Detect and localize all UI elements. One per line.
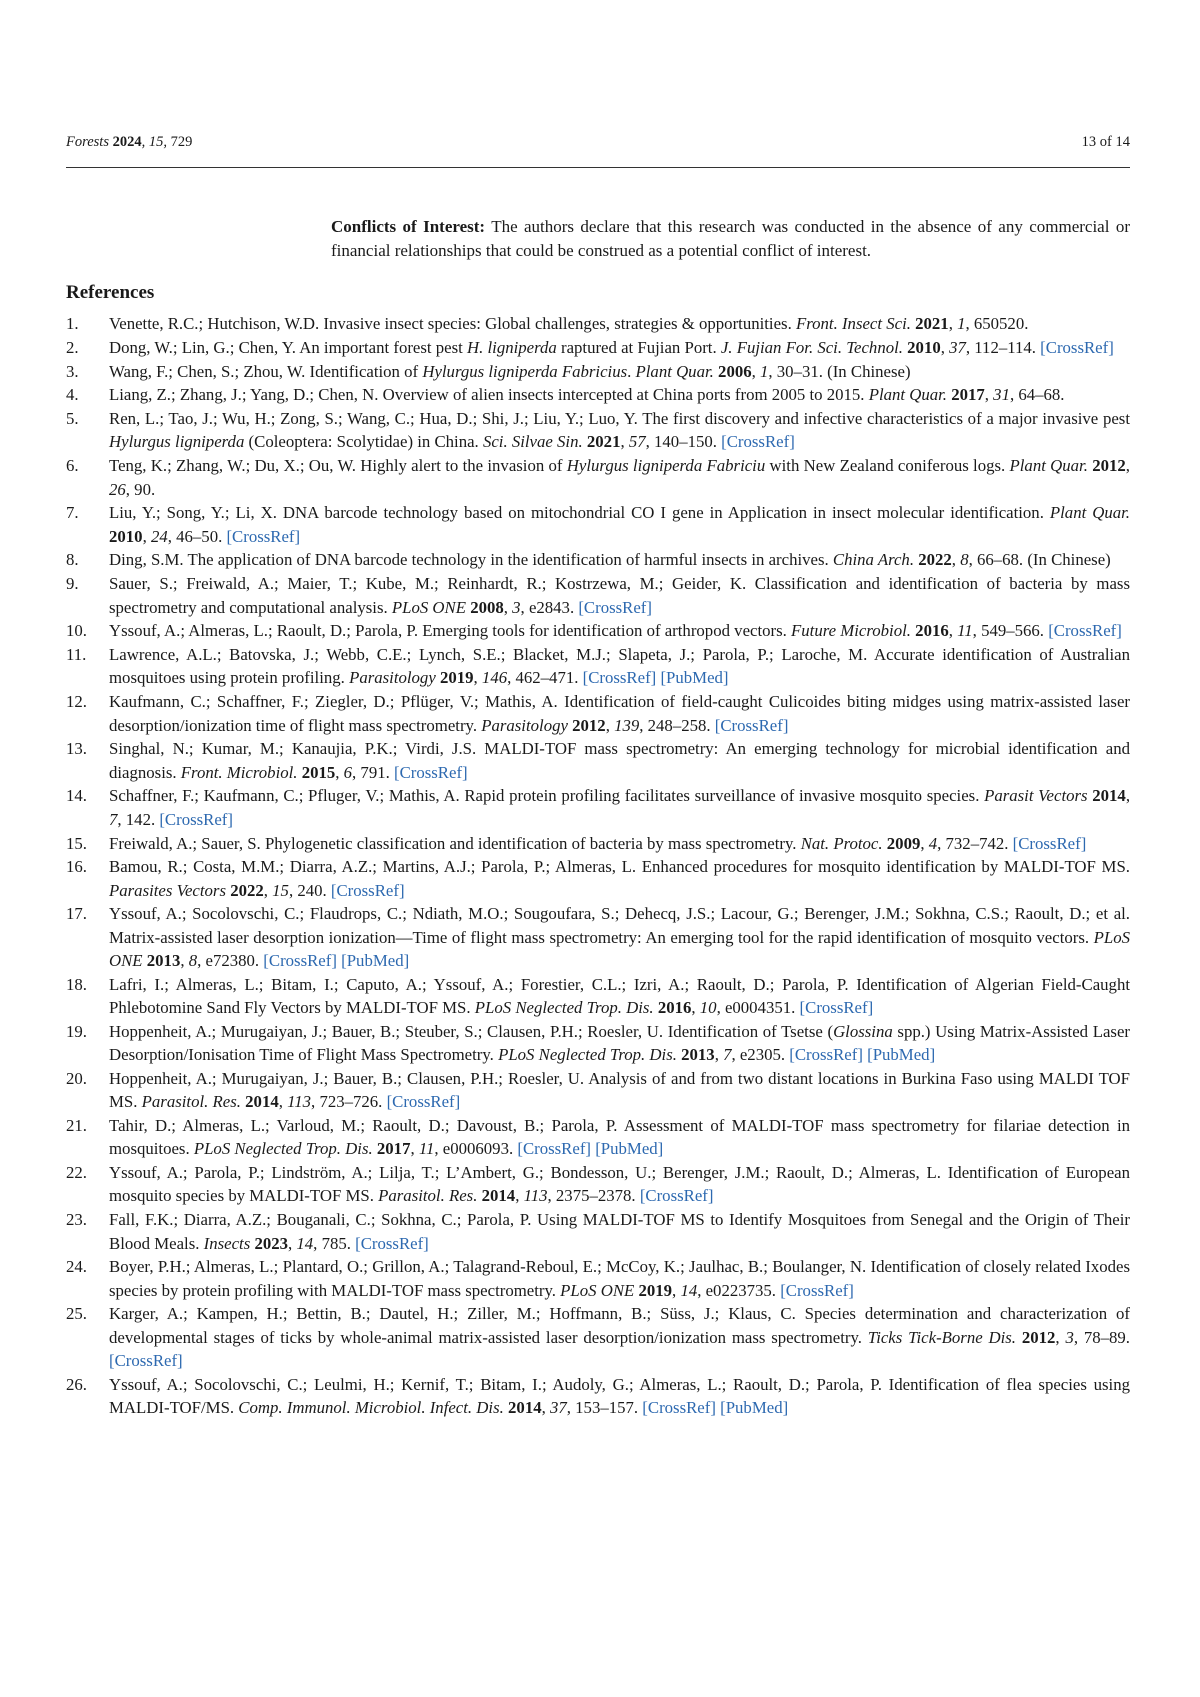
reference-segment: Yssouf, A.; Socolovschi, C.; Leulmi, H.; Kernif, T.; Bitam, I.; Audoly, G.; Almeras, L.; Raoult, D.; Parola, P. Identification of flea species using MALDI-TOF/MS. [109, 1374, 1130, 1418]
reference-segment: , [473, 668, 482, 688]
reference-text [109, 1114, 1130, 1161]
reference-italic: 8 [960, 550, 969, 570]
reference-italic: PLoS ONE [109, 927, 1130, 971]
reference-italic: 8 [188, 951, 198, 971]
reference-item [66, 1255, 1130, 1302]
reference-segment: Lawrence, A.L.; Batovska, J.; Webb, C.E.; Lynch, S.E.; Blacket, M.J.; Slapeta, J.; Parola, P.; Laroche, M. Accurate identification of Australian mosquitoes using protein profiling. [109, 645, 1130, 688]
reference-segment: Dong, W.; Lin, G.; Chen, Y. An important forest pest [109, 337, 467, 357]
reference-segment: Yssouf, A.; Almeras, L.; Raoult, D.; Parola, P. Emerging tools for identification of arthropod vectors. [109, 621, 792, 641]
reference-italic: 3 [1065, 1327, 1074, 1347]
crossref-link[interactable]: [CrossRef] [355, 1233, 429, 1253]
reference-list [66, 312, 1130, 1420]
reference-year: 2013 [146, 951, 181, 971]
reference-year: 2013 [681, 1045, 715, 1065]
reference-year: 2014 [1092, 786, 1126, 806]
reference-segment: Schaffner, F.; Kaufmann, C.; Pfluger, V.; Mathis, A. Rapid protein profiling facilitates surveillance of invasive mosquito species. [109, 786, 985, 806]
reference-segment: , [180, 951, 189, 971]
reference-segment: , [515, 1186, 524, 1206]
reference-segment: , [691, 998, 700, 1018]
reference-item [66, 643, 1130, 690]
crossref-link[interactable]: [CrossRef] [789, 1045, 863, 1065]
reference-segment: , [278, 1092, 288, 1112]
reference-text [109, 454, 1130, 501]
reference-text [109, 902, 1130, 972]
reference-year: 2010 [109, 526, 143, 546]
reference-item [66, 454, 1130, 501]
reference-segment: , 785. [313, 1233, 356, 1253]
reference-text [109, 501, 1130, 548]
reference-year: 2017 [376, 1139, 411, 1159]
reference-number: 4. [66, 385, 79, 405]
reference-segment: , [410, 1139, 419, 1159]
reference-year: 2009 [886, 833, 921, 853]
reference-italic: Front. Microbiol. [180, 762, 298, 782]
reference-segment: , [335, 762, 344, 782]
reference-number: 15. [66, 833, 87, 853]
reference-segment: Hoppenheit, A.; Murugaiyan, J.; Bauer, B.; Clausen, P.H.; Roesler, U. Analysis of and from two distant locations in Burkina Faso using MALDI TOF MS. [109, 1069, 1130, 1112]
crossref-link[interactable]: [CrossRef] [226, 526, 301, 546]
reference-italic: Parasites Vectors [109, 880, 226, 900]
journal-citation: Forests 2024, 15, 729 [66, 134, 193, 150]
reference-number: 23. [66, 1210, 87, 1230]
article-number: 729 [170, 134, 193, 150]
reference-segment: , e2843. [520, 597, 579, 617]
reference-number: 1. [66, 314, 79, 333]
reference-item [66, 784, 1130, 831]
reference-segment: Singhal, N.; Kumar, M.; Kanaujia, P.K.; Virdi, J.S. MALDI-TOF mass spectrometry: An emerging technology for microbial identification and diagnosis. [109, 739, 1130, 782]
reference-segment: , e0004351. [716, 998, 800, 1018]
reference-segment: , 64–68. [1009, 385, 1065, 405]
reference-segment: Lafri, I.; Almeras, L.; Bitam, I.; Caputo, A.; Yssouf, A.; Forestier, C.L.; Izri, A.; Raoult, D.; Parola, P. Identification of Algerian Field-Caught Phlebotomine Sand Fly Vectors by MALDI-TOF MS. [109, 974, 1130, 1018]
reference-segment: , [948, 621, 958, 641]
reference-italic: 10 [699, 998, 717, 1018]
reference-year: 2017 [951, 385, 985, 405]
reference-year: 2014 [481, 1186, 516, 1206]
reference-italic: 3 [512, 597, 521, 617]
reference-item [66, 973, 1130, 1020]
reference-text [109, 1302, 1130, 1372]
reference-text [109, 383, 1130, 406]
reference-item [66, 548, 1130, 571]
reference-segment: , [672, 1280, 681, 1300]
reference-italic: Hylurgus ligniperda [109, 432, 245, 452]
reference-segment: , e0223735. [697, 1280, 781, 1300]
reference-year: 2012 [1021, 1327, 1056, 1347]
reference-italic: J. Fujian For. Sci. Technol. [720, 337, 903, 357]
header-rule [66, 167, 1130, 168]
reference-segment: , [920, 833, 929, 853]
crossref-link[interactable]: [CrossRef] [714, 715, 789, 735]
reference-item [66, 383, 1130, 406]
reference-segment: , 732–742. [937, 833, 1013, 853]
reference-italic: 24 [150, 526, 168, 546]
reference-italic: Future Microbiol. [791, 621, 911, 641]
reference-item [66, 407, 1130, 454]
reference-segment: , 2375–2378. [547, 1186, 640, 1206]
reference-segment: , [714, 1045, 724, 1065]
reference-item [66, 690, 1130, 737]
reference-segment: , 240. [288, 880, 331, 900]
reference-segment: Ding, S.M. The application of DNA barcode technology in the identification of harmful insects in archives. [109, 550, 833, 570]
reference-segment: , 791. [352, 762, 394, 782]
reference-segment: Kaufmann, C.; Schaffner, F.; Ziegler, D.; Pflüger, V.; Mathis, A. Identification of field-caught Culicoides biting midges using matrix-assisted laser desorption/ionization time of flight mass spectrometry. [109, 692, 1130, 735]
reference-segment: , 549–566. [972, 621, 1049, 641]
reference-number: 26. [66, 1374, 87, 1394]
pubmed-link[interactable]: [PubMed] [660, 668, 729, 688]
reference-year: 2012 [572, 715, 606, 735]
reference-year: 2019 [439, 668, 474, 688]
reference-italic: 1 [760, 361, 769, 381]
reference-segment: , 112–114. [965, 337, 1041, 357]
crossref-link[interactable]: [CrossRef] [1040, 337, 1114, 357]
reference-year: 2016 [657, 998, 692, 1018]
reference-segment: , 462–471. [507, 668, 583, 688]
reference-italic: Front. Insect Sci. [795, 314, 911, 333]
reference-number: 24. [66, 1257, 87, 1277]
reference-segment: , 142. [117, 809, 160, 829]
reference-segment: , 66–68. (In Chinese) [968, 550, 1111, 570]
reference-segment: , [951, 550, 961, 570]
reference-segment: , 140–150. [645, 432, 722, 452]
pubmed-link[interactable]: [PubMed] [867, 1045, 936, 1065]
reference-text [109, 548, 1130, 571]
reference-segment: Ren, L.; Tao, J.; Wu, H.; Zong, S.; Wang, C.; Hua, D.; Shi, J.; Liu, Y.; Luo, Y. The first discovery and infective characteristics of a major invasive pest [109, 409, 1130, 429]
reference-number: 16. [66, 857, 87, 877]
reference-text [109, 1208, 1130, 1255]
reference-italic: Parasitology [349, 668, 436, 688]
reference-segment: with New Zealand coniferous logs. [765, 456, 1010, 476]
running-head [66, 134, 1130, 151]
pubmed-link[interactable]: [PubMed] [595, 1139, 664, 1159]
reference-segment: . [627, 361, 636, 381]
reference-segment: Karger, A.; Kampen, H.; Bettin, B.; Dautel, H.; Ziller, M.; Hoffmann, B.; Süss, J.; Klaus, C. Species determination and characterization of developmental stages of ticks by whole-animal matrix-assisted laser desorption/ionization mass spectrometry. [109, 1304, 1130, 1347]
reference-item [66, 737, 1130, 784]
crossref-link[interactable]: [CrossRef] [578, 597, 652, 617]
reference-segment: , [605, 715, 615, 735]
reference-segment: (Coleoptera: Scolytidae) in China. [244, 432, 483, 452]
reference-segment: , e2305. [731, 1045, 790, 1065]
reference-italic: 11 [418, 1139, 435, 1159]
reference-segment: Teng, K.; Zhang, W.; Du, X.; Ou, W. Highly alert to the invasion of [109, 456, 567, 476]
reference-year: 2010 [907, 337, 941, 357]
reference-text [109, 855, 1130, 902]
reference-italic: 14 [296, 1233, 314, 1253]
reference-number: 19. [66, 1021, 87, 1041]
reference-text [109, 336, 1130, 359]
reference-number: 14. [66, 786, 87, 806]
reference-year: 2016 [915, 621, 949, 641]
reference-italic: Plant Quar. [1009, 456, 1088, 476]
reference-text [109, 360, 1130, 383]
reference-year: 2014 [245, 1092, 279, 1112]
reference-item [66, 336, 1130, 359]
reference-italic: 57 [628, 432, 646, 452]
reference-segment: , [1125, 786, 1131, 806]
reference-italic: PLoS Neglected Trop. Dis. [498, 1045, 677, 1065]
reference-italic: 26 [109, 479, 126, 499]
reference-text [109, 690, 1130, 737]
crossref-link[interactable]: [CrossRef] [1048, 621, 1122, 641]
reference-segment: , 78–89. [1073, 1327, 1130, 1347]
reference-year: 2015 [301, 762, 336, 782]
reference-text [109, 643, 1130, 690]
reference-year: 2023 [254, 1233, 288, 1253]
crossref-link[interactable]: [CrossRef] [386, 1092, 461, 1112]
reference-segment: , 723–726. [311, 1092, 387, 1112]
reference-italic: 14 [680, 1280, 698, 1300]
reference-number: 7. [66, 503, 79, 523]
reference-item [66, 1161, 1130, 1208]
reference-segment: , [288, 1233, 297, 1253]
reference-item [66, 312, 1130, 335]
reference-segment: , [948, 314, 958, 333]
crossref-link[interactable]: [CrossRef] [393, 762, 468, 782]
reference-italic: Plant Quar. [1049, 503, 1131, 523]
reference-text [109, 737, 1130, 784]
reference-text [109, 784, 1130, 831]
crossref-link[interactable]: [CrossRef] [721, 432, 795, 452]
reference-segment: , [1125, 456, 1130, 476]
reference-italic: 15 [272, 880, 289, 900]
crossref-link[interactable]: [CrossRef] [109, 1351, 183, 1371]
reference-segment: , 153–157. [566, 1398, 643, 1418]
crossref-link[interactable]: [CrossRef] [263, 951, 337, 971]
reference-year: 2019 [638, 1280, 673, 1300]
reference-italic: 1 [957, 314, 966, 333]
reference-italic: Plant Quar. [868, 385, 948, 405]
reference-italic: Hylurgus ligniperda Fabriciu [566, 456, 766, 476]
reference-italic: H. ligniperda [466, 337, 557, 357]
reference-item [66, 1114, 1130, 1161]
reference-italic: 113 [523, 1186, 548, 1206]
crossref-link[interactable]: [CrossRef] [159, 809, 233, 829]
pubmed-link[interactable]: [PubMed] [341, 951, 410, 971]
reference-number: 8. [66, 550, 79, 570]
reference-italic: Ticks Tick-Borne Dis. [867, 1327, 1017, 1347]
page-number: 13 of 14 [1081, 134, 1130, 150]
reference-year: 2006 [718, 361, 752, 381]
reference-italic: 113 [287, 1092, 312, 1112]
crossref-link[interactable]: [CrossRef] [799, 998, 874, 1018]
reference-segment: Wang, F.; Chen, S.; Zhou, W. Identification of [109, 361, 423, 381]
reference-segment: Fall, F.K.; Diarra, A.Z.; Bouganali, C.; Sokhna, C.; Parola, P. Using MALDI-TOF MS to Identify Mosquitoes from Senegal and the Origin of Their Blood Meals. [109, 1210, 1130, 1253]
reference-italic: PLoS ONE [391, 597, 466, 617]
reference-text [109, 619, 1130, 642]
reference-number: 25. [66, 1304, 87, 1324]
reference-italic: 4 [928, 833, 938, 853]
reference-segment: , [1055, 1327, 1066, 1347]
reference-segment: , [751, 361, 760, 381]
reference-italic: Parasitol. Res. [378, 1186, 478, 1206]
crossref-link[interactable]: [CrossRef] [642, 1398, 716, 1418]
reference-italic: PLoS ONE [560, 1280, 635, 1300]
journal-volume: 15 [148, 134, 164, 150]
reference-italic: Hylurgus ligniperda Fabricius [422, 361, 628, 381]
reference-segment: , 90. [125, 479, 156, 499]
reference-italic: Plant Quar. [635, 361, 714, 381]
reference-number: 21. [66, 1116, 87, 1136]
reference-item [66, 1373, 1130, 1420]
reference-number: 2. [66, 337, 79, 357]
reference-text [109, 1255, 1130, 1302]
reference-segment: , [142, 526, 151, 546]
reference-text [109, 832, 1130, 855]
reference-text [109, 973, 1130, 1020]
reference-item [66, 1067, 1130, 1114]
reference-text [109, 407, 1130, 454]
reference-number: 9. [66, 574, 79, 594]
reference-segment: raptured at Fujian Port. [556, 337, 721, 357]
reference-item [66, 832, 1130, 855]
reference-italic: 37 [949, 337, 966, 357]
reference-text [109, 312, 1130, 335]
journal-name: Forests [66, 134, 109, 150]
reference-text [109, 1161, 1130, 1208]
reference-segment: , [541, 1398, 550, 1418]
reference-segment: Boyer, P.H.; Almeras, L.; Plantard, O.; Grillon, A.; Talagrand-Reboul, E.; McCoy, K.; Jaulhac, B.; Boulanger, N. Identification of closely related Ixodes species by protein profiling with MALDI-TOF mass spectrometry. [109, 1257, 1130, 1300]
reference-number: 13. [66, 739, 87, 759]
reference-item [66, 1302, 1130, 1372]
reference-italic: China Arch. [832, 550, 915, 570]
reference-italic: 31 [993, 385, 1010, 405]
reference-item [66, 572, 1130, 619]
reference-number: 20. [66, 1069, 87, 1088]
crossref-link[interactable]: [CrossRef] [330, 880, 405, 900]
reference-segment: , 248–258. [639, 715, 715, 735]
reference-number: 22. [66, 1163, 87, 1183]
conflicts-text: The authors declare that this research was conducted in the absence of any commercial or financial relationships that could be construed as a potential conflict of interest. [331, 217, 1130, 260]
reference-year: 2014 [508, 1398, 542, 1418]
reference-italic: PLoS Neglected Trop. Dis. [474, 998, 654, 1018]
pubmed-link[interactable]: [PubMed] [720, 1398, 789, 1418]
reference-segment: , [940, 337, 950, 357]
reference-item [66, 619, 1130, 642]
reference-segment: Yssouf, A.; Socolovschi, C.; Flaudrops, C.; Ndiath, M.O.; Sougoufara, S.; Dehecq, J.S.; Lacour, G.; Berenger, J.M.; Sokhna, C.S.; Raoult, D.; et al. Matrix-assisted laser desorption ionization—Time of flight mass spectrometry: An emerging tool for the rapid identification of mosquito vectors. [109, 904, 1130, 947]
reference-segment: , [984, 385, 994, 405]
reference-item [66, 902, 1130, 972]
reference-italic: Parasitol. Res. [141, 1092, 241, 1112]
reference-number: 6. [66, 456, 79, 476]
reference-text [109, 1067, 1130, 1114]
reference-segment: , 650520. [965, 314, 1029, 333]
reference-segment: Hoppenheit, A.; Murugaiyan, J.; Bauer, B.; Steuber, S.; Clausen, P.H.; Roesler, U. Identification of Tsetse ( [109, 1021, 834, 1041]
crossref-link[interactable]: [CrossRef] [639, 1186, 714, 1206]
reference-number: 18. [66, 974, 87, 994]
reference-segment: , e72380. [197, 951, 264, 971]
reference-italic: 7 [723, 1045, 732, 1065]
reference-year: 2022 [918, 550, 952, 570]
reference-segment: Tahir, D.; Almeras, L.; Varloud, M.; Raoult, D.; Davoust, B.; Parola, P. Assessment of MALDI-TOF mass spectrometry for filariae detection in mosquitoes. [109, 1116, 1130, 1159]
reference-italic: Comp. Immunol. Microbiol. Infect. Dis. [238, 1398, 504, 1418]
reference-segment: spp.) Using Matrix-Assisted Laser Desorption/Ionisation Time of Flight Mass Spectrometry. [109, 1021, 1130, 1065]
reference-segment: , 30–31. (In Chinese) [768, 361, 911, 381]
crossref-link[interactable]: [CrossRef] [582, 668, 657, 688]
reference-italic: 139 [614, 715, 640, 735]
reference-item [66, 360, 1130, 383]
references-heading: References [66, 282, 155, 303]
reference-text [109, 1373, 1130, 1420]
reference-text [109, 572, 1130, 619]
reference-number: 12. [66, 692, 87, 712]
reference-item [66, 1208, 1130, 1255]
reference-segment: , [503, 597, 513, 617]
reference-year: 2008 [470, 597, 504, 617]
reference-segment: , e0006093. [434, 1139, 518, 1159]
reference-number: 3. [66, 361, 79, 381]
crossref-link[interactable]: [CrossRef] [780, 1280, 854, 1300]
reference-italic: Insects [203, 1233, 251, 1253]
reference-italic: Parasitology [481, 715, 568, 735]
crossref-link[interactable]: [CrossRef] [517, 1139, 591, 1159]
reference-segment: , 46–50. [167, 526, 227, 546]
reference-number: 5. [66, 409, 79, 429]
reference-italic: 146 [481, 668, 508, 688]
reference-segment: , [620, 432, 629, 452]
journal-year: 2024 [112, 134, 142, 150]
reference-segment: Sauer, S.; Freiwald, A.; Maier, T.; Kube, M.; Reinhardt, R.; Kostrzewa, M.; Geider, K. Classification and identification of bacteria by mass spectrometry and computational analysis. [109, 574, 1130, 617]
reference-number: 10. [66, 621, 87, 641]
reference-segment: Bamou, R.; Costa, M.M.; Diarra, A.Z.; Martins, A.J.; Parola, P.; Almeras, L. Enhanced procedures for mosquito identification by MALDI-TOF MS. [109, 857, 1130, 877]
reference-segment: , [263, 880, 273, 900]
reference-text [109, 1020, 1130, 1067]
reference-segment: Liang, Z.; Zhang, J.; Yang, D.; Chen, N. Overview of alien insects intercepted at China ports from 2005 to 2015. [109, 385, 869, 405]
reference-segment: Freiwald, A.; Sauer, S. Phylogenetic classification and identification of bacteria by mass spectrometry. [109, 833, 801, 853]
reference-italic: 6 [343, 762, 353, 782]
reference-year: 2012 [1092, 456, 1126, 476]
reference-segment: Venette, R.C.; Hutchison, W.D. Invasive insect species: Global challenges, strategies & opportunities. [109, 314, 796, 333]
reference-italic: Glossina [833, 1021, 893, 1041]
reference-item [66, 1020, 1130, 1067]
reference-year: 2021 [915, 314, 949, 333]
reference-year: 2022 [230, 880, 264, 900]
conflicts-label: Conflicts of Interest: [331, 217, 486, 236]
reference-italic: 7 [109, 809, 118, 829]
reference-segment: Liu, Y.; Song, Y.; Li, X. DNA barcode technology based on mitochondrial CO I gene in Application in insect molecular identification. [109, 503, 1050, 523]
reference-italic: Nat. Protoc. [800, 833, 883, 853]
conflicts-of-interest [331, 215, 1130, 263]
reference-number: 17. [66, 904, 87, 924]
crossref-link[interactable]: [CrossRef] [1012, 833, 1087, 853]
reference-italic: Sci. Silvae Sin. [482, 432, 583, 452]
reference-italic: Parasit Vectors [984, 786, 1088, 806]
reference-italic: PLoS Neglected Trop. Dis. [193, 1139, 373, 1159]
reference-number: 11. [66, 645, 87, 665]
reference-year: 2021 [586, 432, 621, 452]
reference-item [66, 855, 1130, 902]
reference-italic: 37 [549, 1398, 567, 1418]
reference-item [66, 501, 1130, 548]
reference-italic: 11 [957, 621, 973, 641]
reference-segment: Yssouf, A.; Parola, P.; Lindström, A.; Lilja, T.; L’Ambert, G.; Bondesson, U.; Berenger, J.M.; Raoult, D.; Almeras, L. Identification of European mosquito species by MALDI-TOF MS. [109, 1163, 1130, 1206]
